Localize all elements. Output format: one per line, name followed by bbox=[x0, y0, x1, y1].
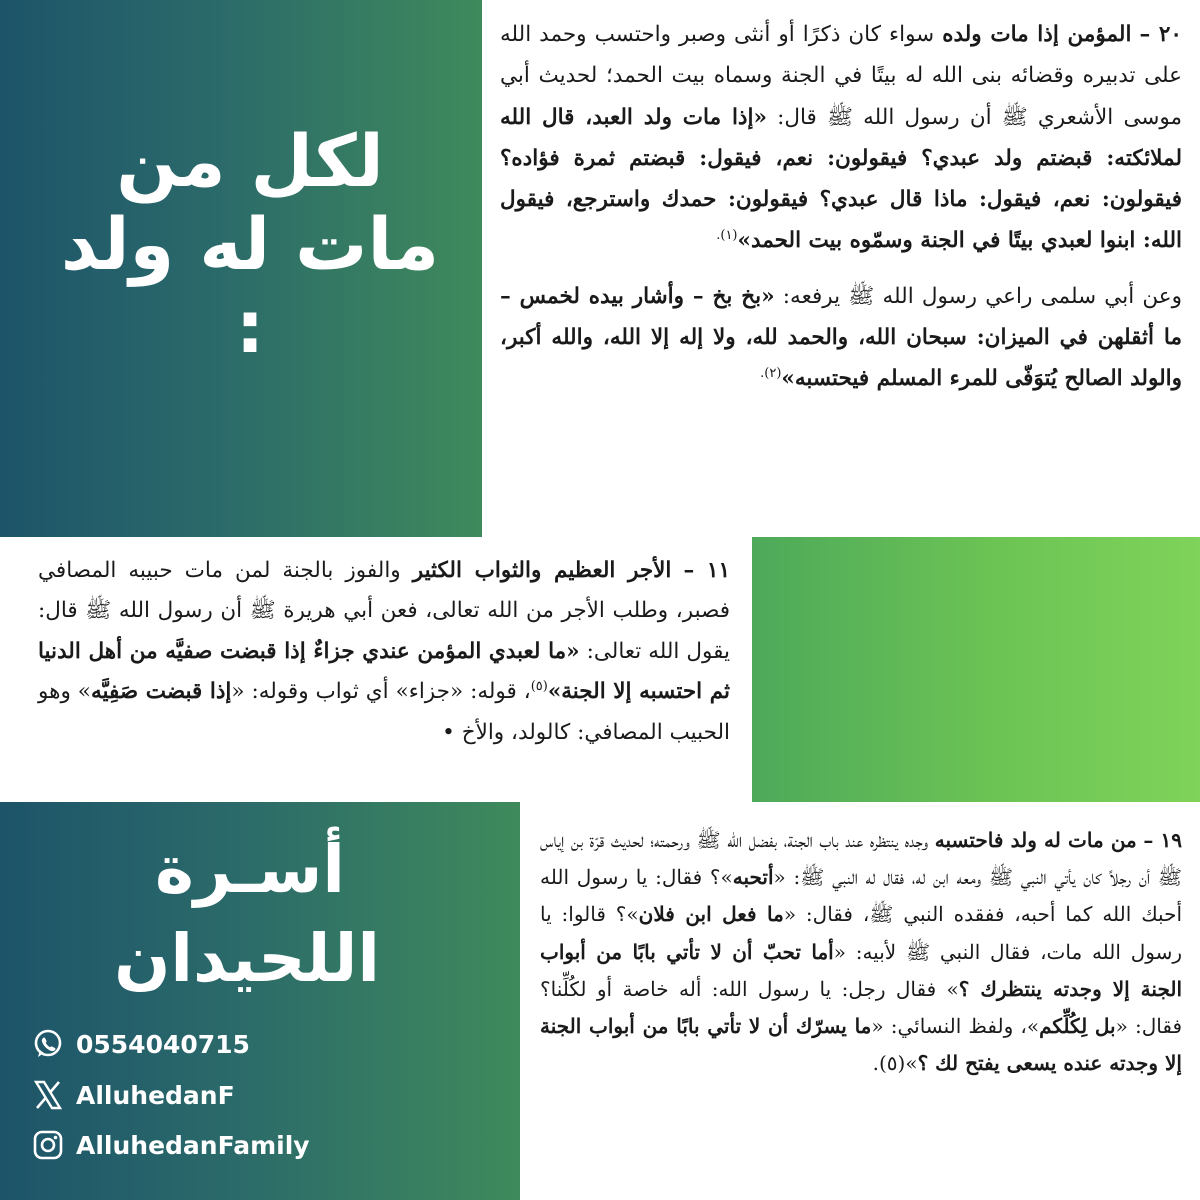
instagram-icon bbox=[32, 1129, 64, 1161]
footnote-1: (١). bbox=[716, 228, 738, 244]
excerpt-11-card bbox=[0, 537, 752, 802]
excerpt-19-q5: ما يسرّك أن لا تأتي بابًا من أبواب الجنة إلا وجدته عنده يسعى يفتح لك ؟ bbox=[540, 1013, 1182, 1076]
middle-right-panel bbox=[752, 537, 1200, 802]
excerpt-20-card bbox=[482, 0, 1200, 537]
whatsapp-number: 0554040715 bbox=[76, 1029, 250, 1059]
excerpt-11-tail-end: » وهو الحبيب المصافي: كالولد، والأخ • bbox=[38, 679, 730, 745]
excerpt-11-text: والفوز بالجنة لمن مات حبيبه المصافي فصبر، وطلب الأجر من الله تعالى، فعن أبي هريرة ﷺ أن رسول الله ﷺ قال: يقول الله تعالى: bbox=[38, 558, 730, 664]
excerpt-19-q3: أما تحبّ أن لا تأتي بابًا من أبواب الجنة إلا وجدته ينتظرك ؟ bbox=[540, 939, 1183, 1001]
excerpt-19-card bbox=[520, 802, 1200, 1200]
excerpt-19-mid4: »، ولفظ النسائي: « bbox=[871, 1013, 1040, 1038]
instagram-contact[interactable] bbox=[32, 1129, 310, 1161]
excerpt-19-lead: من مات له ولد فاحتسبه bbox=[934, 828, 1137, 852]
excerpt-19-number: ١٩ – bbox=[1143, 828, 1182, 852]
excerpt-19-text: وجده ينتظره عند باب الجنة، بفضل الله ﷺ ورحمته؛ لحديث قرّة بن إياس ﷺ أن رجلاً كان يأتي النبي ﷺ ومعه ابن له، فقال له النبي ﷺ: « bbox=[540, 828, 1182, 890]
x-contact[interactable] bbox=[32, 1079, 235, 1111]
excerpt-19-q2: ما فعل ابن فلان bbox=[638, 902, 784, 927]
excerpt-20-para2: وعن أبي سلمى راعي رسول الله ﷺ يرفعه: bbox=[774, 283, 1182, 309]
footnote-5b: »(٥). bbox=[872, 1051, 918, 1076]
instagram-handle: AlluhedanFamily bbox=[76, 1130, 310, 1160]
excerpt-19-q1: أتحبه bbox=[732, 865, 774, 890]
excerpt-11-tail-quote: إذا قبضت صَفِيَّه bbox=[90, 679, 232, 705]
whatsapp-contact[interactable] bbox=[32, 1028, 250, 1060]
excerpt-11-quote: «ما لعبدي المؤمن عندي جزاءٌ إذا قبضت صفيَّه من أهل الدنيا ثم احتسبه إلا الجنة» bbox=[38, 638, 730, 705]
excerpt-20-number: ٢٠ – bbox=[1139, 22, 1182, 47]
excerpt-20-quote: «إذا مات ولد العبد، قال الله لملائكته: قبضتم ولد عبدي؟ فيقولون: نعم، فيقول: قبضتم ثمرة فؤاده؟ فيقولون: نعم، فيقول: ماذا قال عبدي؟ فيقولون: حمدك واسترجع، فيقول الله: ابنوا لعبدي بيتًا في الجنة وسمّوه بيت الحمد» bbox=[500, 104, 1182, 254]
header-title: لكل من مات له ولد : bbox=[60, 119, 440, 369]
x-icon bbox=[32, 1079, 64, 1111]
footnote-5a: (٥) bbox=[530, 679, 548, 695]
excerpt-20-lead: المؤمن إذا مات ولده bbox=[942, 22, 1132, 47]
x-handle: AlluhedanF bbox=[76, 1080, 235, 1110]
excerpt-11-number: ١١ – bbox=[683, 558, 730, 583]
excerpt-19-mid1: »؟ فقال: يا رسول الله أحبك الله كما أحبه، ففقده النبي ﷺ، فقال: « bbox=[540, 865, 1183, 927]
excerpt-19-mid3: » فقال رجل: يا رسول الله: أله خاصة أو لكُلِّنا؟ فقال: « bbox=[540, 976, 1183, 1038]
excerpt-20-para2-quote: «بخ بخ – وأشار بيده لخمس – ما أثقلهن في الميزان: سبحان الله، والحمد لله، ولا إله إلا الله، والله أكبر، والولد الصالح يُتوَفّى للمرء المسلم فيحتسبه» bbox=[500, 283, 1182, 392]
excerpt-19-mid2: »؟ قالوا: يا رسول الله مات، فقال النبي ﷺ لأبيه: « bbox=[540, 902, 1182, 964]
excerpt-11-tail: ، قوله: «جزاء» أي ثواب وقوله: « bbox=[231, 679, 531, 705]
family-title: أسـرة اللحيدان bbox=[114, 831, 380, 998]
excerpt-20-text: سواء كان ذكرًا أو أنثى وصبر واحتسب وحمد الله على تدبيره وقضائه بنى الله له بيتًا في الجنة وسماه بيت الحمد؛ لحديث أبي موسى الأشعري ﷺ أن رسول الله ﷺ قال: bbox=[500, 22, 1182, 130]
excerpt-11-lead: الأجر العظيم والثواب الكثير bbox=[412, 558, 672, 583]
whatsapp-icon bbox=[32, 1028, 64, 1060]
footnote-2: (٢). bbox=[760, 365, 782, 381]
excerpt-19-q4: بل لِكُلِّكم bbox=[1039, 1013, 1116, 1038]
